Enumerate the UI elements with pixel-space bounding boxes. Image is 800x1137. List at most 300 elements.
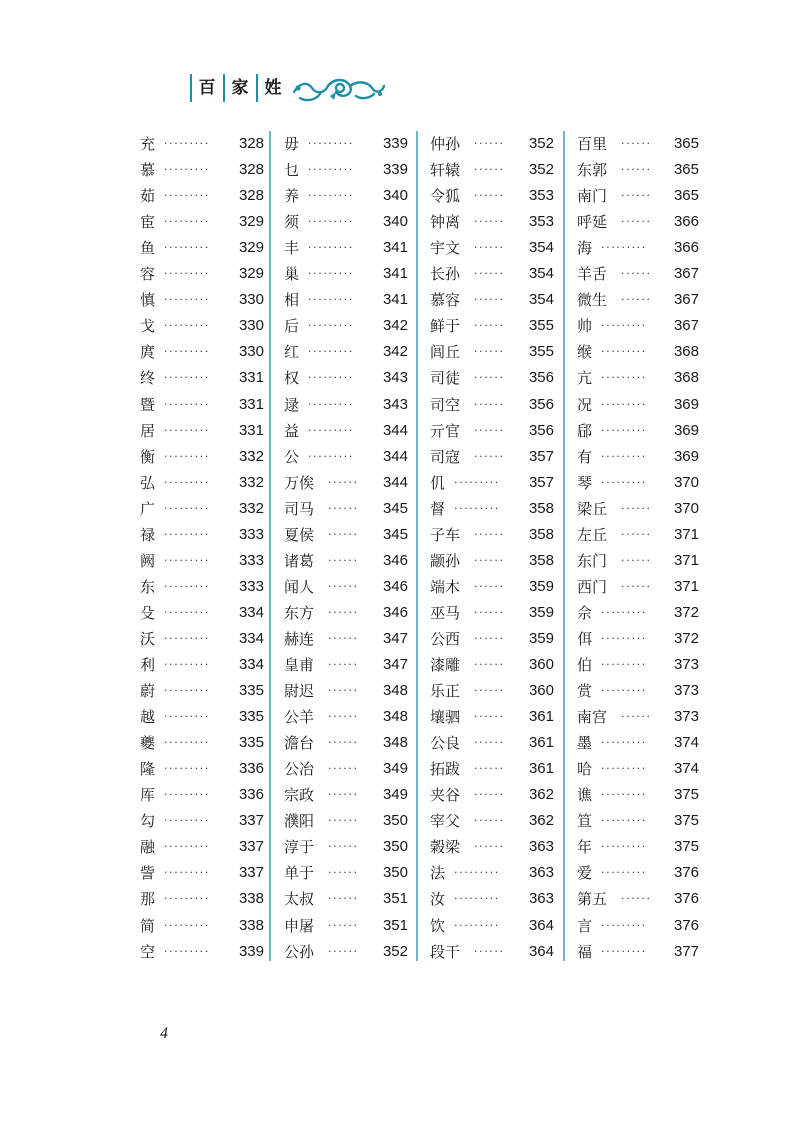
leader-dots: ········· xyxy=(308,241,354,255)
page-ref: 367 xyxy=(673,291,699,309)
leader-dots: ········· xyxy=(164,605,210,619)
surname: 厍 xyxy=(140,786,156,805)
page-ref: 365 xyxy=(673,135,699,152)
surname: 羊舌 xyxy=(577,265,608,284)
surname: 乜 xyxy=(284,161,300,180)
surname: 万俟 xyxy=(284,473,315,492)
index-entry xyxy=(140,756,264,782)
surname: 年 xyxy=(577,838,593,857)
page-ref: 364 xyxy=(528,942,554,960)
surname: 东方 xyxy=(284,603,315,622)
surname: 公良 xyxy=(430,734,461,753)
leader-dots: ········· xyxy=(601,684,647,698)
page-ref: 328 xyxy=(238,161,264,179)
leader-dots: ······ xyxy=(474,449,505,463)
surname: 漆雕 xyxy=(430,656,461,674)
surname: 公冶 xyxy=(284,760,315,779)
page-ref: 333 xyxy=(238,577,264,595)
leader-dots: ······ xyxy=(474,710,505,724)
leader-dots: ······ xyxy=(474,736,505,750)
surname: 越 xyxy=(140,708,156,727)
surname: 公羊 xyxy=(284,708,315,727)
surname: 简 xyxy=(140,916,156,935)
leader-dots: ······ xyxy=(328,866,359,880)
leader-dots: ········· xyxy=(308,137,354,150)
surname: 毋 xyxy=(284,135,300,153)
index-entry xyxy=(284,522,408,548)
index-entry xyxy=(430,235,554,261)
page-ref: 362 xyxy=(528,812,554,830)
index-entry xyxy=(140,730,264,756)
page-ref: 346 xyxy=(382,577,408,595)
page-ref: 353 xyxy=(528,187,554,205)
index-entry xyxy=(140,522,264,548)
index-entry xyxy=(284,287,408,313)
leader-dots: ······ xyxy=(474,579,505,593)
leader-dots: ········· xyxy=(601,371,647,385)
index-entry xyxy=(140,157,264,183)
surname: 逯 xyxy=(284,395,300,414)
surname: 庹 xyxy=(140,343,156,362)
index-entry xyxy=(284,652,408,678)
surname: 单于 xyxy=(284,864,315,883)
index-entry xyxy=(577,470,699,496)
index-entry xyxy=(430,860,554,886)
surname: 汝 xyxy=(430,890,446,909)
surname: 夔 xyxy=(140,734,156,753)
page-ref: 351 xyxy=(382,916,408,934)
surname: 须 xyxy=(284,213,300,232)
index-entry xyxy=(577,600,699,626)
leader-dots: ········· xyxy=(164,137,210,150)
leader-dots: ········· xyxy=(164,345,210,359)
page-ref: 355 xyxy=(528,343,554,361)
page-ref: 346 xyxy=(382,551,408,569)
index-entry xyxy=(140,418,264,444)
surname: 巫马 xyxy=(430,603,461,622)
index-entry xyxy=(430,444,554,470)
leader-dots: ········· xyxy=(308,189,354,203)
surname: 终 xyxy=(140,369,156,388)
index-entry xyxy=(430,548,554,574)
page-ref: 331 xyxy=(238,369,264,387)
surname: 宗政 xyxy=(284,786,315,805)
title-char-1: 百 xyxy=(198,78,216,98)
page-ref: 375 xyxy=(673,786,699,804)
index-entry xyxy=(140,808,264,834)
index-entry xyxy=(140,313,264,339)
page-ref: 356 xyxy=(528,395,554,413)
leader-dots: ········· xyxy=(164,397,210,411)
leader-dots: ······ xyxy=(474,944,505,958)
index-entry xyxy=(577,131,699,157)
leader-dots: ········· xyxy=(164,553,210,567)
surname: 佴 xyxy=(577,629,593,648)
page-ref: 367 xyxy=(673,265,699,283)
surname: 亓官 xyxy=(430,421,461,440)
leader-dots: ········· xyxy=(601,658,647,671)
leader-dots: ······ xyxy=(328,840,359,854)
leader-dots: ········· xyxy=(454,892,500,906)
leader-dots: ········· xyxy=(308,345,354,359)
page-ref: 330 xyxy=(238,343,264,361)
leader-dots: ········· xyxy=(164,241,210,255)
leader-dots: ········· xyxy=(601,241,647,255)
index-entry xyxy=(284,157,408,183)
page-ref: 348 xyxy=(382,708,408,726)
index-entry xyxy=(284,470,408,496)
page-ref: 328 xyxy=(238,135,264,152)
index-entry xyxy=(577,939,699,965)
index-entry xyxy=(577,261,699,287)
index-entry xyxy=(284,939,408,965)
index-entry xyxy=(577,834,699,860)
page-ref: 374 xyxy=(673,734,699,752)
leader-dots: ······ xyxy=(328,944,359,958)
leader-dots: ········· xyxy=(164,710,210,724)
surname: 慎 xyxy=(140,291,156,310)
index-entry xyxy=(284,548,408,574)
surname: 尉迟 xyxy=(284,682,315,701)
surname: 佘 xyxy=(577,603,593,622)
page-ref: 330 xyxy=(238,317,264,335)
page-ref: 356 xyxy=(528,421,554,439)
surname: 容 xyxy=(140,265,156,284)
leader-dots: ········· xyxy=(601,736,647,750)
surname: 养 xyxy=(284,187,300,206)
leader-dots: ········· xyxy=(164,658,210,671)
leader-dots: ······ xyxy=(328,918,359,932)
surname: 暨 xyxy=(140,395,156,414)
surname: 亢 xyxy=(577,369,593,388)
surname: 红 xyxy=(284,343,300,362)
leader-dots: ······ xyxy=(474,319,505,333)
surname: 法 xyxy=(430,864,446,883)
index-entry xyxy=(140,287,264,313)
surname: 墨 xyxy=(577,734,593,753)
page-ref: 364 xyxy=(528,916,554,934)
index-entry xyxy=(284,392,408,418)
page-ref: 369 xyxy=(673,421,699,439)
surname: 融 xyxy=(140,838,156,857)
page-ref: 357 xyxy=(528,447,554,465)
index-entry xyxy=(284,808,408,834)
index-entry xyxy=(140,678,264,704)
leader-dots: ········· xyxy=(164,944,210,958)
surname: 东郭 xyxy=(577,161,608,180)
page-ref: 354 xyxy=(528,291,554,309)
leader-dots: ······ xyxy=(474,658,505,671)
page-ref: 332 xyxy=(238,447,264,465)
leader-dots: ······ xyxy=(328,762,359,776)
page-ref: 334 xyxy=(238,656,264,673)
leader-dots: ······ xyxy=(621,527,652,541)
leader-dots: ········· xyxy=(308,163,354,177)
leader-dots: ······ xyxy=(621,163,652,177)
page-ref: 353 xyxy=(528,213,554,231)
page-ref: 342 xyxy=(382,317,408,335)
index-entry xyxy=(284,261,408,287)
surname: 司马 xyxy=(284,499,315,518)
surname: 巢 xyxy=(284,265,300,284)
index-entry xyxy=(577,626,699,652)
surname: 第五 xyxy=(577,890,608,909)
page-ref: 343 xyxy=(382,369,408,387)
surname: 公孙 xyxy=(284,942,315,961)
index-entry xyxy=(284,834,408,860)
page-ref: 363 xyxy=(528,838,554,856)
page-ref: 343 xyxy=(382,395,408,413)
index-entry xyxy=(577,704,699,730)
leader-dots: ········· xyxy=(164,736,210,750)
page-ref: 329 xyxy=(238,265,264,283)
page-ref: 332 xyxy=(238,473,264,491)
leader-dots: ······ xyxy=(474,814,505,828)
leader-dots: ········· xyxy=(308,319,354,333)
index-entry xyxy=(577,209,699,235)
surname: 权 xyxy=(284,369,300,388)
index-entry xyxy=(577,782,699,808)
page-ref: 361 xyxy=(528,760,554,778)
page-ref: 348 xyxy=(382,682,408,700)
leader-dots: ········· xyxy=(164,267,210,281)
index-entry xyxy=(577,418,699,444)
page-ref: 344 xyxy=(382,473,408,491)
leader-dots: ······ xyxy=(328,631,359,645)
leader-dots: ······ xyxy=(474,788,505,802)
index-entry xyxy=(140,470,264,496)
index-entry xyxy=(577,444,699,470)
page-ref: 368 xyxy=(673,369,699,387)
surname: 子车 xyxy=(430,525,461,544)
page-ref: 344 xyxy=(382,447,408,465)
page-ref: 367 xyxy=(673,317,699,335)
index-entry xyxy=(284,496,408,522)
page-ref: 371 xyxy=(673,577,699,595)
index-entry xyxy=(284,313,408,339)
leader-dots: ········· xyxy=(164,475,210,489)
leader-dots: ······ xyxy=(474,553,505,567)
surname: 宰父 xyxy=(430,812,461,831)
surname: 鲜于 xyxy=(430,317,461,336)
index-entry xyxy=(284,209,408,235)
index-entry xyxy=(577,339,699,365)
leader-dots: ······ xyxy=(474,215,505,229)
surname: 闻人 xyxy=(284,577,315,596)
leader-dots: ······ xyxy=(328,684,359,698)
leader-dots: ········· xyxy=(164,371,210,385)
page-ref: 339 xyxy=(382,135,408,152)
leader-dots: ········· xyxy=(164,814,210,828)
surname: 居 xyxy=(140,421,156,440)
leader-dots: ······ xyxy=(621,189,652,203)
index-entry xyxy=(577,730,699,756)
page-ref: 376 xyxy=(673,890,699,908)
leader-dots: ······ xyxy=(621,553,652,567)
surname: 戈 xyxy=(140,317,156,336)
index-entry xyxy=(577,157,699,183)
leader-dots: ······ xyxy=(328,527,359,541)
page-ref: 333 xyxy=(238,551,264,569)
page-ref: 332 xyxy=(238,499,264,517)
leader-dots: ········· xyxy=(164,840,210,854)
surname: 端木 xyxy=(430,577,461,596)
leader-dots: ········· xyxy=(601,814,647,828)
page-ref: 365 xyxy=(673,187,699,205)
page-ref: 341 xyxy=(382,291,408,309)
page-ref: 362 xyxy=(528,786,554,804)
page-ref: 360 xyxy=(528,656,554,673)
surname: 广 xyxy=(140,499,156,518)
page-ref: 371 xyxy=(673,551,699,569)
leader-dots: ········· xyxy=(308,215,354,229)
leader-dots: ········· xyxy=(454,501,500,515)
index-entry xyxy=(577,365,699,391)
leader-dots: ········· xyxy=(601,605,647,619)
index-entry xyxy=(284,782,408,808)
surname: 琴 xyxy=(577,473,593,492)
leader-dots: ········· xyxy=(601,944,647,958)
index-entry xyxy=(577,235,699,261)
leader-dots: ········· xyxy=(601,762,647,776)
page-ref: 335 xyxy=(238,708,264,726)
leader-dots: ········· xyxy=(308,449,354,463)
surname: 澹台 xyxy=(284,734,315,753)
surname: 榖梁 xyxy=(430,838,461,857)
index-entry xyxy=(577,574,699,600)
page-ref: 334 xyxy=(238,603,264,621)
surname: 慕容 xyxy=(430,291,461,310)
surname: 司徒 xyxy=(430,369,461,388)
leader-dots: ······ xyxy=(474,189,505,203)
index-entry xyxy=(140,183,264,209)
surname: 訾 xyxy=(140,864,156,883)
surname: 轩辕 xyxy=(430,161,461,180)
page-ref: 334 xyxy=(238,629,264,647)
page-ref: 338 xyxy=(238,916,264,934)
page-ref: 329 xyxy=(238,239,264,257)
surname: 禄 xyxy=(140,525,156,544)
index-entry xyxy=(430,756,554,782)
surname: 饮 xyxy=(430,916,446,935)
index-entry xyxy=(140,235,264,261)
surname: 乐正 xyxy=(430,682,461,701)
leader-dots: ········· xyxy=(164,189,210,203)
index-entry xyxy=(577,652,699,678)
surname: 弘 xyxy=(140,473,156,492)
index-entry xyxy=(284,756,408,782)
index-entry xyxy=(577,522,699,548)
surname: 太叔 xyxy=(284,890,315,909)
index-entry xyxy=(430,913,554,939)
page-ref: 358 xyxy=(528,499,554,517)
surname: 赏 xyxy=(577,682,593,701)
leader-dots: ········· xyxy=(164,319,210,333)
leader-dots: ········· xyxy=(164,293,210,307)
page-ref: 330 xyxy=(238,291,264,309)
leader-dots: ········· xyxy=(164,762,210,776)
index-entry xyxy=(430,183,554,209)
leader-dots: ······ xyxy=(621,215,652,229)
index-entry xyxy=(140,261,264,287)
page-ref: 337 xyxy=(238,812,264,830)
title-char-3: 姓 xyxy=(264,78,282,98)
leader-dots: ········· xyxy=(601,449,647,463)
page-ref: 358 xyxy=(528,551,554,569)
leader-dots: ······ xyxy=(474,684,505,698)
page-ref: 347 xyxy=(382,656,408,673)
leader-dots: ········· xyxy=(164,866,210,880)
surname: 西门 xyxy=(577,577,608,596)
page-ref: 342 xyxy=(382,343,408,361)
index-entry xyxy=(577,886,699,912)
page-ref: 345 xyxy=(382,525,408,543)
leader-dots: ······ xyxy=(621,267,652,281)
index-entry xyxy=(430,808,554,834)
page-ref: 375 xyxy=(673,812,699,830)
page-ref: 369 xyxy=(673,447,699,465)
page-ref: 329 xyxy=(238,213,264,231)
leader-dots: ······ xyxy=(328,736,359,750)
leader-dots: ······ xyxy=(474,631,505,645)
leader-dots: ········· xyxy=(601,423,647,437)
index-entry xyxy=(140,131,264,157)
surname: 沃 xyxy=(140,629,156,648)
surname: 壤驷 xyxy=(430,708,461,727)
index-entry xyxy=(577,313,699,339)
index-entry xyxy=(140,886,264,912)
index-entry xyxy=(284,131,408,157)
page-ref: 366 xyxy=(673,239,699,257)
leader-dots: ······ xyxy=(328,579,359,593)
page-ref: 354 xyxy=(528,239,554,257)
surname: 利 xyxy=(140,656,156,674)
index-entry xyxy=(430,834,554,860)
index-entry xyxy=(577,756,699,782)
page-ref: 352 xyxy=(528,161,554,179)
page-ref: 337 xyxy=(238,864,264,882)
leader-dots: ······ xyxy=(621,501,652,515)
page-ref: 352 xyxy=(528,135,554,152)
surname: 宦 xyxy=(140,213,156,232)
index-entry xyxy=(284,860,408,886)
surname: 微生 xyxy=(577,291,608,310)
surname: 勾 xyxy=(140,812,156,831)
surname: 况 xyxy=(577,395,593,414)
leader-dots: ······ xyxy=(328,710,359,724)
surname: 东 xyxy=(140,577,156,596)
surname: 福 xyxy=(577,942,593,961)
page-ref: 350 xyxy=(382,864,408,882)
page-ref: 377 xyxy=(673,942,699,960)
leader-dots: ········· xyxy=(601,788,647,802)
surname: 哈 xyxy=(577,760,593,779)
surname: 阙 xyxy=(140,551,156,570)
page-ref: 363 xyxy=(528,864,554,882)
leader-dots: ········· xyxy=(164,684,210,698)
page-ref: 336 xyxy=(238,760,264,778)
surname: 谯 xyxy=(577,786,593,805)
leader-dots: ········· xyxy=(164,527,210,541)
surname: 淳于 xyxy=(284,838,315,857)
page-ref: 349 xyxy=(382,786,408,804)
surname: 笪 xyxy=(577,812,593,831)
leader-dots: ······ xyxy=(474,293,505,307)
leader-dots: ······ xyxy=(328,814,359,828)
surname: 伯 xyxy=(577,656,593,674)
index-entry xyxy=(140,209,264,235)
page-ref: 366 xyxy=(673,213,699,231)
